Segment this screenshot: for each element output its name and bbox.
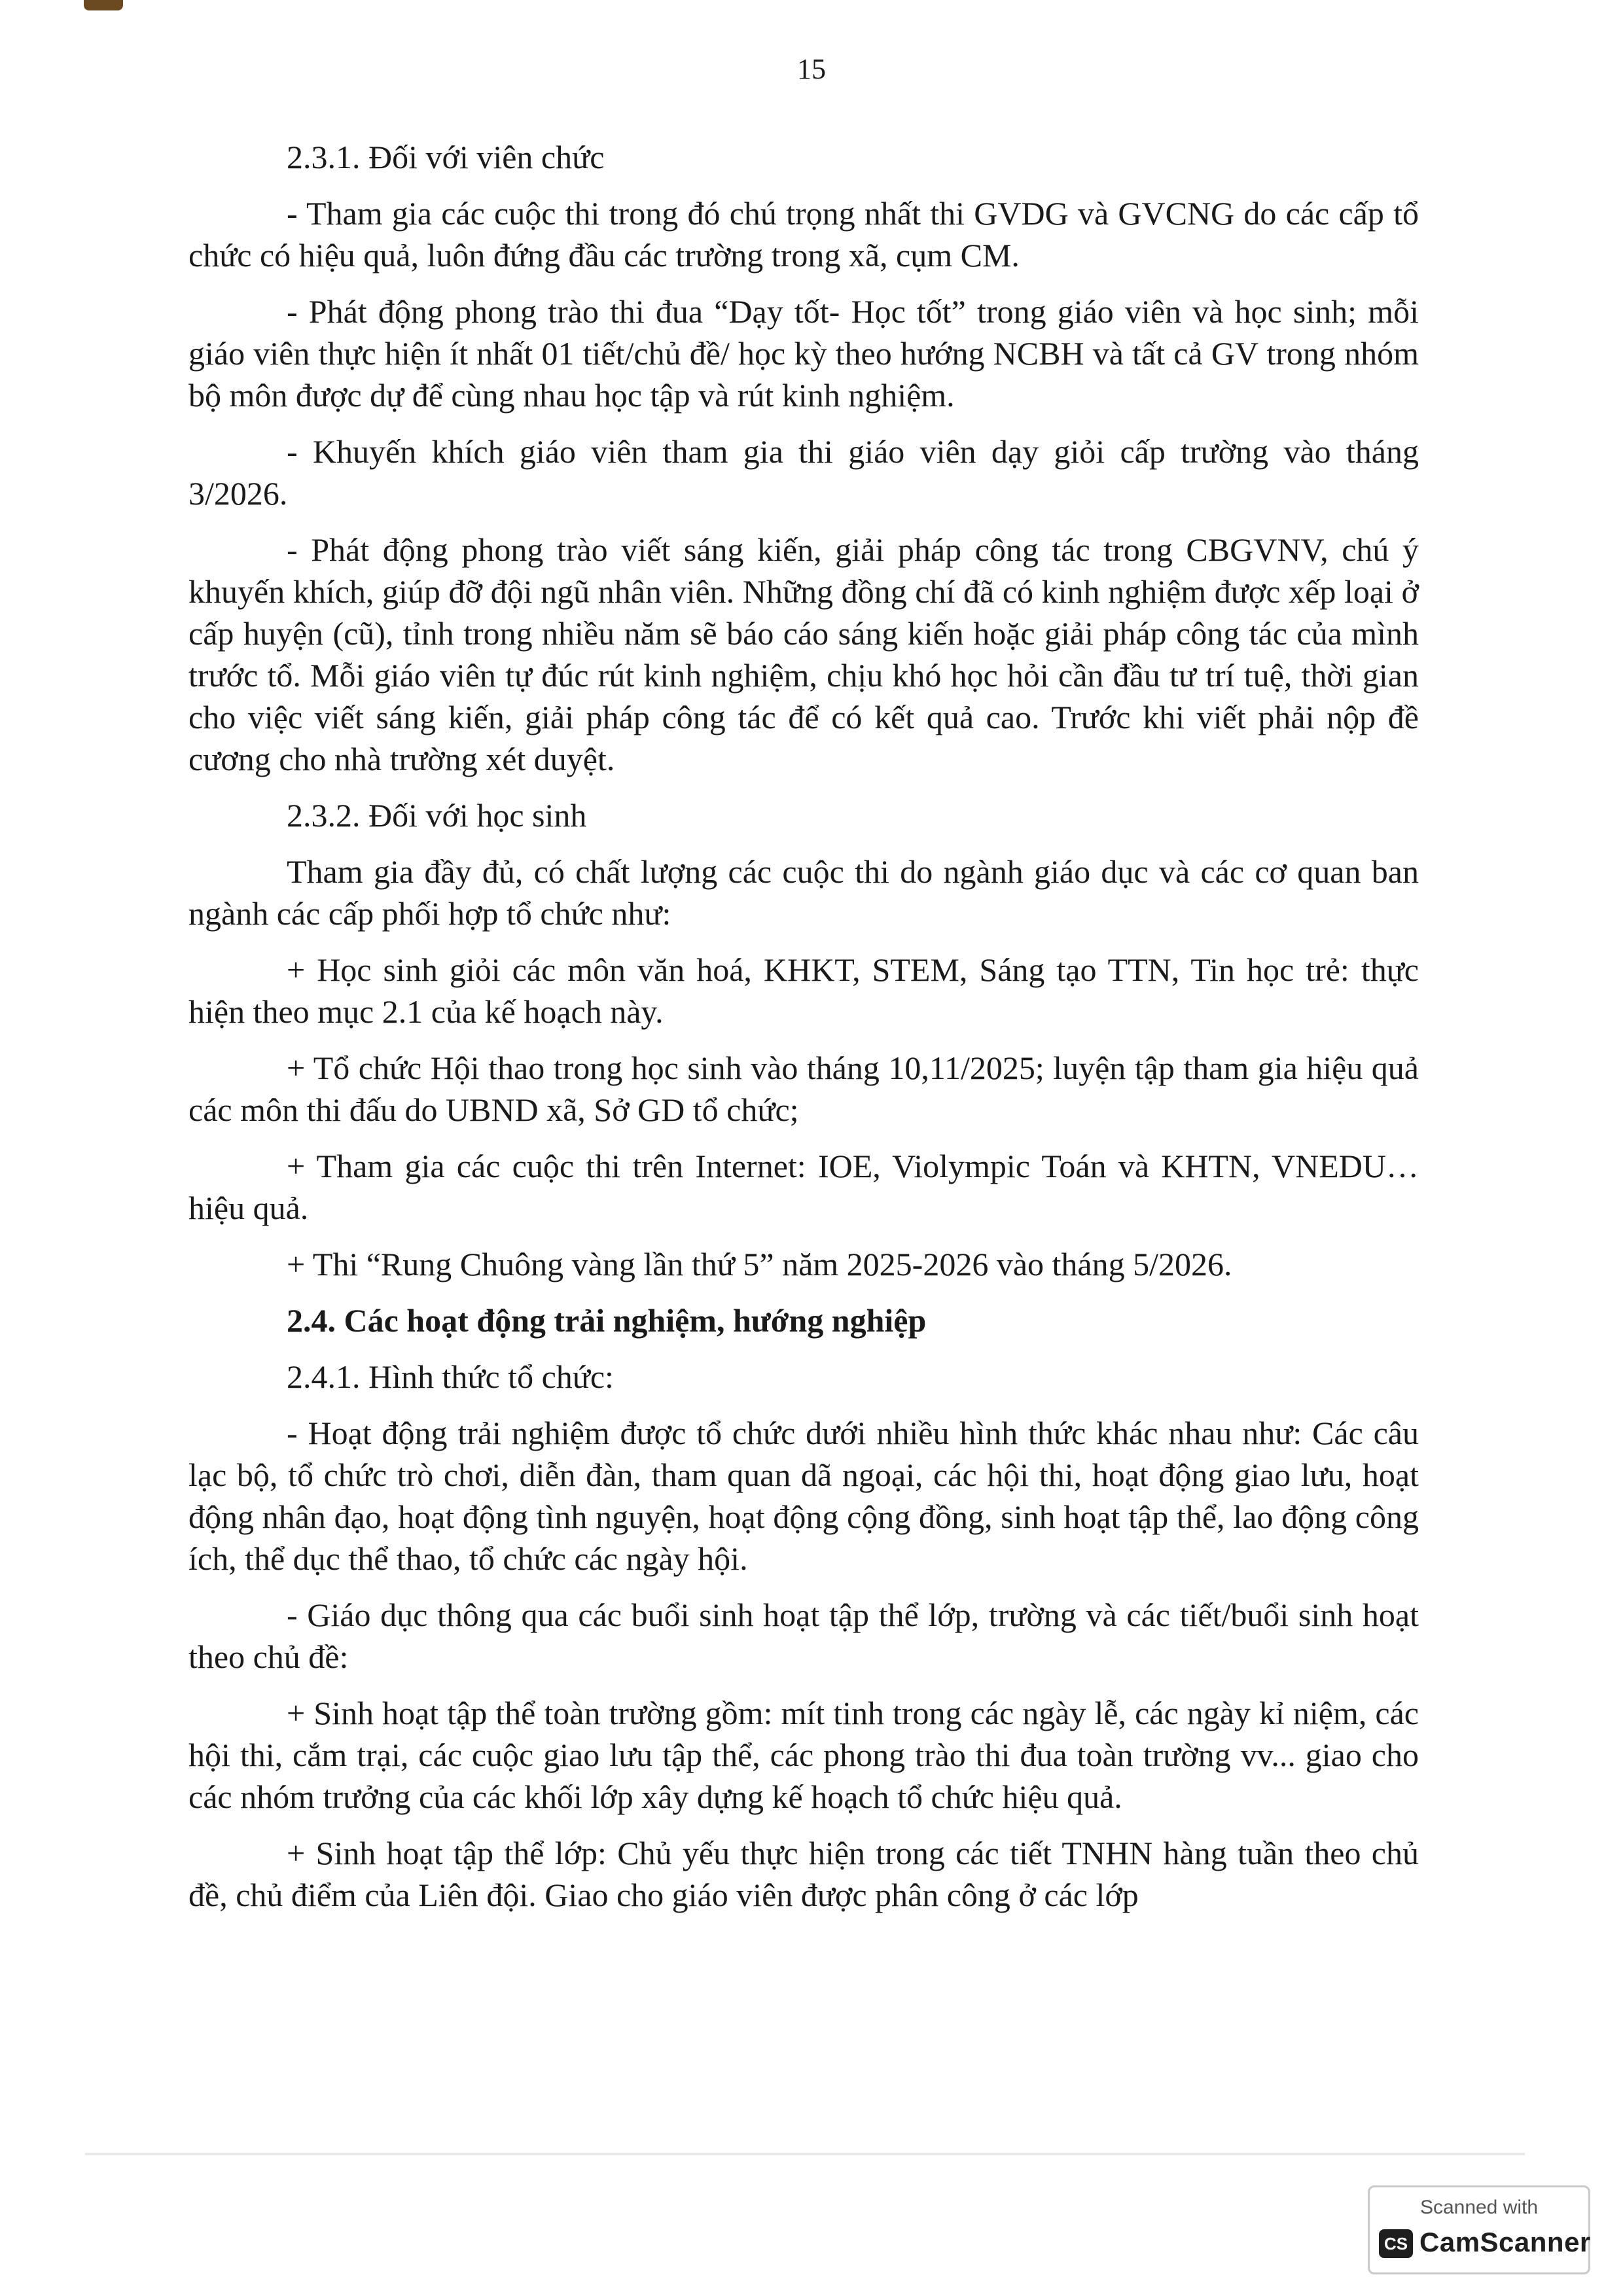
paragraph: - Phát động phong trào thi đua “Dạy tốt- Học tốt” trong giáo viên và học sinh; mỗi giáo viên thực hiện ít nhất 01 tiết/chủ đề/ học kỳ theo hướng NCBH và tất cả GV trong nhóm bộ môn được dự để cùng nhau học tập và rút kinh nghiệm. <box>188 293 1419 414</box>
page-number: 15 <box>797 53 826 85</box>
paragraph: 2.3.2. Đối với học sinh <box>287 797 587 834</box>
watermark-brand: CamScanner <box>1419 2227 1591 2257</box>
paragraph: - Tham gia các cuộc thi trong đó chú trọng nhất thi GVDG và GVCNG do các cấp tổ chức có hiệu quả, luôn đứng đầu các trường trong xã, cụm CM. <box>188 195 1419 274</box>
paragraph: - Hoạt động trải nghiệm được tổ chức dưới nhiều hình thức khác nhau như: Các câu lạc bộ, tổ chức trò chơi, diễn đàn, tham quan dã ngoại, các hội thi, hoạt động giao lưu, hoạt động nhân đạo, hoạt động tình nguyện, hoạt động cộng đồng, sinh hoạt tập thể, lao động công ích, thể dục thể thao, tổ chức các ngày hội. <box>188 1415 1419 1577</box>
paragraph: - Khuyến khích giáo viên tham gia thi giáo viên dạy giỏi cấp trường vào tháng 3/2026. <box>188 433 1419 512</box>
paragraph: Tham gia đầy đủ, có chất lượng các cuộc thi do ngành giáo dục và các cơ quan ban ngành các cấp phối hợp tổ chức như: <box>188 853 1419 932</box>
section-heading: 2.4. Các hoạt động trải nghiệm, hướng nghiệp <box>287 1302 927 1339</box>
paragraph: + Sinh hoạt tập thể toàn trường gồm: mít tinh trong các ngày lễ, các ngày kỉ niệm, các hội thi, cắm trại, các cuộc giao lưu tập thể, các phong trào thi đua toàn trường vv... giao cho các nhóm trưởng của các khối lớp xây dựng kế hoạch tổ chức hiệu quả. <box>188 1695 1419 1815</box>
paragraph: + Tổ chức Hội thao trong học sinh vào tháng 10,11/2025; luyện tập tham gia hiệu quả các môn thi đấu do UBND xã, Sở GD tổ chức; <box>188 1050 1419 1128</box>
paragraph: - Giáo dục thông qua các buổi sinh hoạt tập thể lớp, trường và các tiết/buổi sinh hoạt theo chủ đề: <box>188 1597 1419 1675</box>
camscanner-watermark <box>1368 2185 1590 2274</box>
scan-edge-shadow <box>85 2153 1525 2155</box>
paragraph: 2.4.1. Hình thức tổ chức: <box>287 1358 614 1395</box>
paragraph: - Phát động phong trào viết sáng kiến, giải pháp công tác trong CBGVNV, chú ý khuyến khích, giúp đỡ đội ngũ nhân viên. Những đồng chí đã có kinh nghiệm được xếp loại ở cấp huyện (cũ), tỉnh trong nhiều năm sẽ báo cáo sáng kiến hoặc giải pháp công tác của mình trước tổ. Mỗi giáo viên tự đúc rút kinh nghiệm, chịu khó học hỏi cần đầu tư trí tuệ, thời gian cho việc viết sáng kiến, giải pháp công tác để có kết quả cao. Trước khi viết phải nộp đề cương cho nhà trường xét duyệt. <box>188 531 1419 777</box>
paragraph: 2.3.1. Đối với viên chức <box>287 139 605 175</box>
paragraph: + Tham gia các cuộc thi trên Internet: IOE, Violympic Toán và KHTN, VNEDU… hiệu quả. <box>188 1148 1419 1226</box>
paragraph: + Sinh hoạt tập thể lớp: Chủ yếu thực hiện trong các tiết TNHN hàng tuần theo chủ đề, chủ điểm của Liên đội. Giao cho giáo viên được phân công ở các lớp <box>188 1835 1419 1913</box>
scan-corner-mark <box>84 0 123 10</box>
watermark-caption: Scanned with <box>1419 2197 1539 2218</box>
camscanner-logo-icon: CS <box>1379 2229 1413 2258</box>
document-body <box>188 136 1419 1930</box>
paragraph: + Học sinh giỏi các môn văn hoá, KHKT, STEM, Sáng tạo TTN, Tin học trẻ: thực hiện theo mục 2.1 của kế hoạch này. <box>188 951 1419 1030</box>
paragraph: + Thi “Rung Chuông vàng lần thứ 5” năm 2025-2026 vào tháng 5/2026. <box>287 1246 1232 1282</box>
